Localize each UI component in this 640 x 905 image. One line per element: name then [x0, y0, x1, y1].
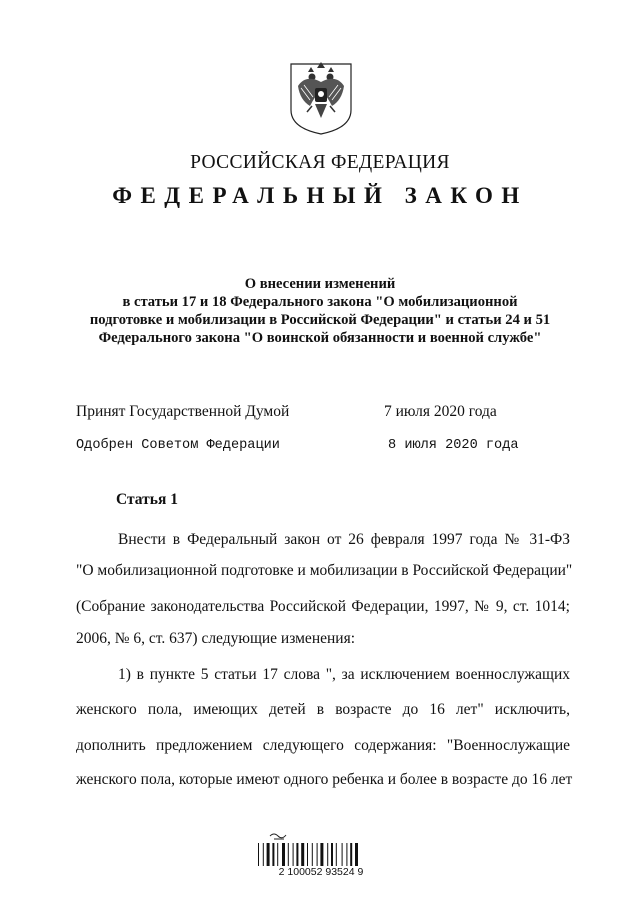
article-text-line: женского пола, которые имеют одного ребенка и более в возрасте до 16 лет — [76, 771, 573, 788]
duma-adoption-date: 7 июля 2020 года — [384, 403, 497, 420]
article-text-line: Внести в Федеральный закон от 26 февраля 1997 года № 31-ФЗ — [118, 531, 570, 548]
article-text-line: 2006, № 6, ст. 637) следующие изменения: — [76, 630, 356, 647]
document-type: ФЕДЕРАЛЬНЫЙ ЗАКОН — [112, 183, 528, 208]
council-approval-label: Одобрен Советом Федерации — [76, 438, 280, 453]
article-text-line: дополнить предложением следующего содержания: "Военнослужащие — [76, 737, 570, 754]
coat-of-arms-icon — [288, 60, 354, 136]
duma-adoption-label: Принят Государственной Думой — [76, 403, 290, 420]
council-approval-date: 8 июля 2020 года — [388, 438, 519, 453]
article-text-line: (Собрание законодательства Российской Федерации, 1997, № 9, ст. 1014; — [76, 598, 570, 615]
article-text-line: женского пола, имеющих детей в возрасте до 16 лет" исключить, — [76, 701, 570, 718]
barcode-number: 2 100052 93524 9 — [254, 866, 388, 878]
law-title-line: подготовке и мобилизации в Российской Федерации" и статьи 24 и 51 — [89, 312, 551, 328]
law-title-line: в статьи 17 и 18 Федерального закона "О мобилизационной — [122, 294, 518, 310]
article-text-line: "О мобилизационной подготовке и мобилизации в Российской Федерации" — [76, 562, 573, 579]
law-title-line: О внесении изменений — [244, 276, 396, 292]
article-heading: Статья 1 — [116, 491, 178, 508]
law-title — [40, 275, 600, 347]
article-text-line: 1) в пункте 5 статьи 17 слова ", за исключением военнослужащих — [118, 666, 570, 683]
country-name: РОССИЙСКАЯ ФЕДЕРАЦИЯ — [190, 152, 450, 173]
law-title-line: Федерального закона "О воинской обязанности и военной службе" — [98, 330, 542, 346]
